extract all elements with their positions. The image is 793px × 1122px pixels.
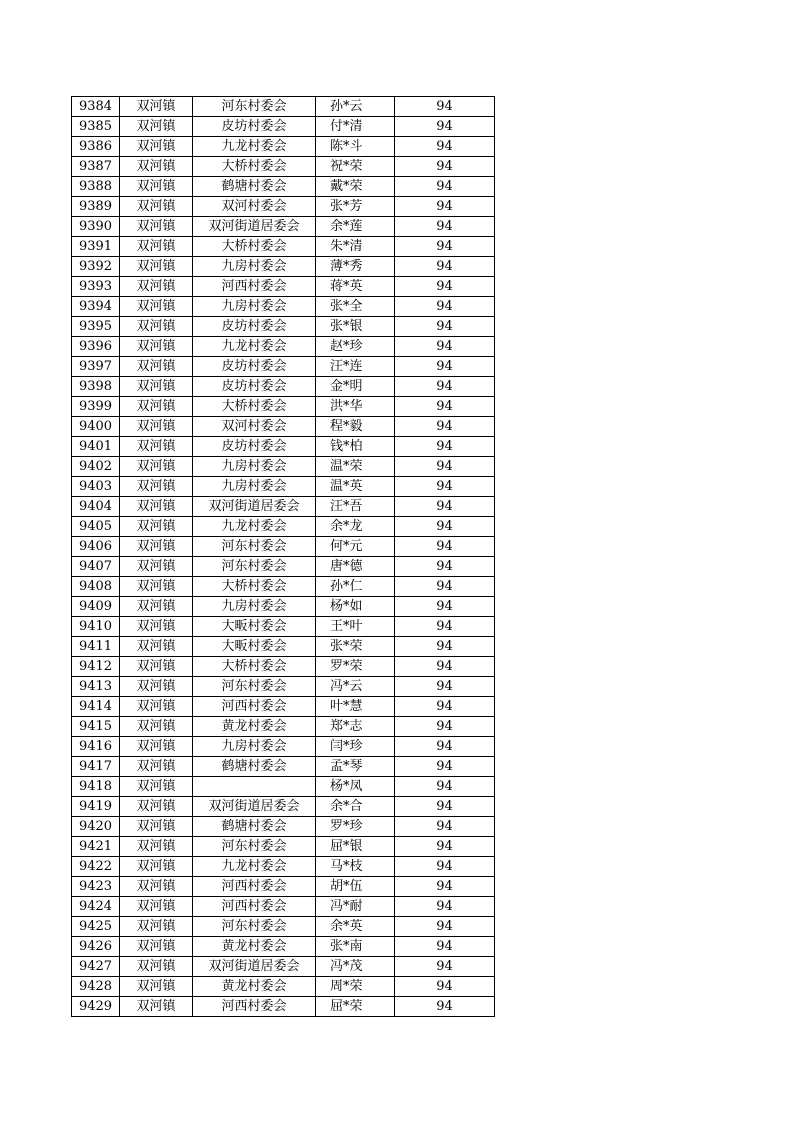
committee-cell: 皮坊村委会 [193,377,316,397]
committee-cell [193,777,316,797]
record-number-cell: 9422 [72,857,120,877]
town-cell: 双河镇 [120,577,193,597]
record-number-cell: 9421 [72,837,120,857]
town-cell: 双河镇 [120,497,193,517]
person-name-cell: 周*荣 [316,977,395,997]
table-row [72,517,495,537]
person-name-cell: 戴*荣 [316,177,395,197]
age-cell: 94 [395,477,495,497]
committee-cell: 大桥村委会 [193,237,316,257]
age-cell: 94 [395,177,495,197]
committee-cell: 黄龙村委会 [193,937,316,957]
record-number-cell: 9392 [72,257,120,277]
committee-cell: 九房村委会 [193,477,316,497]
record-number-cell: 9425 [72,917,120,937]
table-row [72,377,495,397]
person-name-cell: 赵*珍 [316,337,395,357]
town-cell: 双河镇 [120,397,193,417]
age-cell: 94 [395,557,495,577]
committee-cell: 大桥村委会 [193,157,316,177]
town-cell: 双河镇 [120,917,193,937]
age-cell: 94 [395,617,495,637]
committee-cell: 九龙村委会 [193,857,316,877]
roster-table [71,96,495,1017]
town-cell: 双河镇 [120,197,193,217]
age-cell: 94 [395,97,495,117]
table-row [72,337,495,357]
table-row [72,717,495,737]
town-cell: 双河镇 [120,937,193,957]
committee-cell: 鹤塘村委会 [193,177,316,197]
age-cell: 94 [395,257,495,277]
person-name-cell: 程*毅 [316,417,395,437]
person-name-cell: 冯*茂 [316,957,395,977]
committee-cell: 大畈村委会 [193,617,316,637]
committee-cell: 皮坊村委会 [193,317,316,337]
age-cell: 94 [395,697,495,717]
record-number-cell: 9404 [72,497,120,517]
table-row [72,977,495,997]
town-cell: 双河镇 [120,657,193,677]
table-row [72,757,495,777]
town-cell: 双河镇 [120,997,193,1017]
person-name-cell: 温*英 [316,477,395,497]
record-number-cell: 9420 [72,817,120,837]
committee-cell: 河东村委会 [193,557,316,577]
person-name-cell: 马*枝 [316,857,395,877]
table-row [72,417,495,437]
record-number-cell: 9402 [72,457,120,477]
age-cell: 94 [395,417,495,437]
age-cell: 94 [395,577,495,597]
town-cell: 双河镇 [120,277,193,297]
town-cell: 双河镇 [120,637,193,657]
age-cell: 94 [395,937,495,957]
table-row [72,157,495,177]
age-cell: 94 [395,517,495,537]
town-cell: 双河镇 [120,777,193,797]
committee-cell: 河西村委会 [193,277,316,297]
record-number-cell: 9399 [72,397,120,417]
age-cell: 94 [395,237,495,257]
town-cell: 双河镇 [120,857,193,877]
committee-cell: 皮坊村委会 [193,117,316,137]
person-name-cell: 杨*如 [316,597,395,617]
age-cell: 94 [395,637,495,657]
person-name-cell: 张*南 [316,937,395,957]
table-row [72,317,495,337]
committee-cell: 双河街道居委会 [193,957,316,977]
town-cell: 双河镇 [120,957,193,977]
committee-cell: 皮坊村委会 [193,437,316,457]
age-cell: 94 [395,217,495,237]
age-cell: 94 [395,717,495,737]
person-name-cell: 何*元 [316,537,395,557]
town-cell: 双河镇 [120,377,193,397]
age-cell: 94 [395,797,495,817]
record-number-cell: 9405 [72,517,120,537]
table-row [72,997,495,1017]
town-cell: 双河镇 [120,417,193,437]
record-number-cell: 9423 [72,877,120,897]
person-name-cell: 杨*凤 [316,777,395,797]
table-row [72,277,495,297]
committee-cell: 双河街道居委会 [193,497,316,517]
record-number-cell: 9407 [72,557,120,577]
town-cell: 双河镇 [120,517,193,537]
town-cell: 双河镇 [120,257,193,277]
age-cell: 94 [395,397,495,417]
town-cell: 双河镇 [120,717,193,737]
age-cell: 94 [395,897,495,917]
person-name-cell: 张*银 [316,317,395,337]
person-name-cell: 张*芳 [316,197,395,217]
person-name-cell: 余*莲 [316,217,395,237]
record-number-cell: 9411 [72,637,120,657]
person-name-cell: 祝*荣 [316,157,395,177]
record-number-cell: 9388 [72,177,120,197]
person-name-cell: 孙*云 [316,97,395,117]
committee-cell: 河东村委会 [193,837,316,857]
record-number-cell: 9401 [72,437,120,457]
age-cell: 94 [395,117,495,137]
record-number-cell: 9386 [72,137,120,157]
record-number-cell: 9397 [72,357,120,377]
town-cell: 双河镇 [120,737,193,757]
committee-cell: 大畈村委会 [193,637,316,657]
table-row [72,797,495,817]
town-cell: 双河镇 [120,817,193,837]
record-number-cell: 9391 [72,237,120,257]
table-row [72,177,495,197]
town-cell: 双河镇 [120,537,193,557]
table-row [72,217,495,237]
person-name-cell: 闫*珍 [316,737,395,757]
age-cell: 94 [395,777,495,797]
town-cell: 双河镇 [120,797,193,817]
person-name-cell: 余*龙 [316,517,395,537]
person-name-cell: 冯*耐 [316,897,395,917]
person-name-cell: 唐*德 [316,557,395,577]
age-cell: 94 [395,597,495,617]
town-cell: 双河镇 [120,757,193,777]
age-cell: 94 [395,837,495,857]
record-number-cell: 9408 [72,577,120,597]
person-name-cell: 郑*志 [316,717,395,737]
town-cell: 双河镇 [120,117,193,137]
committee-cell: 大桥村委会 [193,397,316,417]
person-name-cell: 胡*伍 [316,877,395,897]
table-row [72,137,495,157]
town-cell: 双河镇 [120,357,193,377]
committee-cell: 河东村委会 [193,537,316,557]
age-cell: 94 [395,737,495,757]
age-cell: 94 [395,357,495,377]
committee-cell: 九房村委会 [193,597,316,617]
person-name-cell: 罗*荣 [316,657,395,677]
roster-table-body [72,97,495,1017]
town-cell: 双河镇 [120,977,193,997]
record-number-cell: 9414 [72,697,120,717]
committee-cell: 九龙村委会 [193,517,316,537]
table-row [72,697,495,717]
committee-cell: 双河街道居委会 [193,217,316,237]
record-number-cell: 9428 [72,977,120,997]
person-name-cell: 朱*清 [316,237,395,257]
age-cell: 94 [395,957,495,977]
age-cell: 94 [395,137,495,157]
table-row [72,737,495,757]
record-number-cell: 9427 [72,957,120,977]
table-row [72,357,495,377]
record-number-cell: 9429 [72,997,120,1017]
committee-cell: 双河街道居委会 [193,797,316,817]
committee-cell: 双河村委会 [193,197,316,217]
person-name-cell: 余*英 [316,917,395,937]
person-name-cell: 孟*琴 [316,757,395,777]
age-cell: 94 [395,457,495,477]
table-row [72,497,495,517]
person-name-cell: 孙*仁 [316,577,395,597]
record-number-cell: 9395 [72,317,120,337]
committee-cell: 皮坊村委会 [193,357,316,377]
person-name-cell: 汪*吾 [316,497,395,517]
age-cell: 94 [395,817,495,837]
table-row [72,297,495,317]
table-row [72,97,495,117]
person-name-cell: 金*明 [316,377,395,397]
record-number-cell: 9417 [72,757,120,777]
record-number-cell: 9394 [72,297,120,317]
record-number-cell: 9389 [72,197,120,217]
town-cell: 双河镇 [120,237,193,257]
committee-cell: 河东村委会 [193,97,316,117]
age-cell: 94 [395,317,495,337]
person-name-cell: 钱*柏 [316,437,395,457]
record-number-cell: 9400 [72,417,120,437]
age-cell: 94 [395,917,495,937]
age-cell: 94 [395,157,495,177]
record-number-cell: 9424 [72,897,120,917]
table-row [72,837,495,857]
committee-cell: 黄龙村委会 [193,977,316,997]
committee-cell: 河西村委会 [193,877,316,897]
committee-cell: 河西村委会 [193,897,316,917]
record-number-cell: 9387 [72,157,120,177]
committee-cell: 九房村委会 [193,737,316,757]
table-row [72,857,495,877]
table-row [72,437,495,457]
person-name-cell: 汪*连 [316,357,395,377]
town-cell: 双河镇 [120,837,193,857]
committee-cell: 河西村委会 [193,997,316,1017]
age-cell: 94 [395,277,495,297]
table-row [72,577,495,597]
committee-cell: 双河村委会 [193,417,316,437]
person-name-cell: 付*清 [316,117,395,137]
record-number-cell: 9393 [72,277,120,297]
table-row [72,557,495,577]
town-cell: 双河镇 [120,617,193,637]
table-row [72,637,495,657]
table-row [72,817,495,837]
record-number-cell: 9398 [72,377,120,397]
committee-cell: 大桥村委会 [193,657,316,677]
table-row [72,537,495,557]
age-cell: 94 [395,677,495,697]
committee-cell: 九龙村委会 [193,337,316,357]
committee-cell: 河东村委会 [193,677,316,697]
person-name-cell: 张*全 [316,297,395,317]
age-cell: 94 [395,197,495,217]
record-number-cell: 9418 [72,777,120,797]
table-row [72,237,495,257]
person-name-cell: 陈*斗 [316,137,395,157]
committee-cell: 大桥村委会 [193,577,316,597]
record-number-cell: 9385 [72,117,120,137]
record-number-cell: 9403 [72,477,120,497]
record-number-cell: 9412 [72,657,120,677]
person-name-cell: 屈*银 [316,837,395,857]
age-cell: 94 [395,497,495,517]
table-row [72,197,495,217]
committee-cell: 河东村委会 [193,917,316,937]
age-cell: 94 [395,977,495,997]
person-name-cell: 余*合 [316,797,395,817]
record-number-cell: 9413 [72,677,120,697]
record-number-cell: 9396 [72,337,120,357]
record-number-cell: 9416 [72,737,120,757]
committee-cell: 九龙村委会 [193,137,316,157]
town-cell: 双河镇 [120,337,193,357]
person-name-cell: 冯*云 [316,677,395,697]
town-cell: 双河镇 [120,677,193,697]
age-cell: 94 [395,997,495,1017]
table-row [72,917,495,937]
person-name-cell: 王*叶 [316,617,395,637]
town-cell: 双河镇 [120,297,193,317]
town-cell: 双河镇 [120,437,193,457]
table-row [72,257,495,277]
record-number-cell: 9415 [72,717,120,737]
table-row [72,877,495,897]
town-cell: 双河镇 [120,557,193,577]
committee-cell: 鹤塘村委会 [193,817,316,837]
age-cell: 94 [395,857,495,877]
record-number-cell: 9390 [72,217,120,237]
table-row [72,657,495,677]
person-name-cell: 罗*珍 [316,817,395,837]
town-cell: 双河镇 [120,217,193,237]
town-cell: 双河镇 [120,97,193,117]
table-row [72,897,495,917]
town-cell: 双河镇 [120,137,193,157]
table-row [72,117,495,137]
committee-cell: 黄龙村委会 [193,717,316,737]
table-row [72,677,495,697]
age-cell: 94 [395,437,495,457]
person-name-cell: 蒋*英 [316,277,395,297]
committee-cell: 河西村委会 [193,697,316,717]
committee-cell: 九房村委会 [193,297,316,317]
table-row [72,457,495,477]
table-row [72,937,495,957]
table-row [72,397,495,417]
committee-cell: 九房村委会 [193,457,316,477]
age-cell: 94 [395,377,495,397]
age-cell: 94 [395,757,495,777]
person-name-cell: 薄*秀 [316,257,395,277]
person-name-cell: 屈*荣 [316,997,395,1017]
record-number-cell: 9406 [72,537,120,557]
age-cell: 94 [395,297,495,317]
record-number-cell: 9384 [72,97,120,117]
town-cell: 双河镇 [120,697,193,717]
table-row [72,597,495,617]
record-number-cell: 9419 [72,797,120,817]
record-number-cell: 9409 [72,597,120,617]
person-name-cell: 洪*华 [316,397,395,417]
age-cell: 94 [395,877,495,897]
town-cell: 双河镇 [120,477,193,497]
town-cell: 双河镇 [120,317,193,337]
town-cell: 双河镇 [120,597,193,617]
committee-cell: 九房村委会 [193,257,316,277]
table-row [72,957,495,977]
age-cell: 94 [395,657,495,677]
town-cell: 双河镇 [120,457,193,477]
committee-cell: 鹤塘村委会 [193,757,316,777]
person-name-cell: 温*荣 [316,457,395,477]
table-row [72,477,495,497]
age-cell: 94 [395,337,495,357]
person-name-cell: 叶*慧 [316,697,395,717]
town-cell: 双河镇 [120,877,193,897]
person-name-cell: 张*荣 [316,637,395,657]
age-cell: 94 [395,537,495,557]
town-cell: 双河镇 [120,177,193,197]
record-number-cell: 9410 [72,617,120,637]
table-row [72,777,495,797]
table-row [72,617,495,637]
record-number-cell: 9426 [72,937,120,957]
town-cell: 双河镇 [120,897,193,917]
town-cell: 双河镇 [120,157,193,177]
